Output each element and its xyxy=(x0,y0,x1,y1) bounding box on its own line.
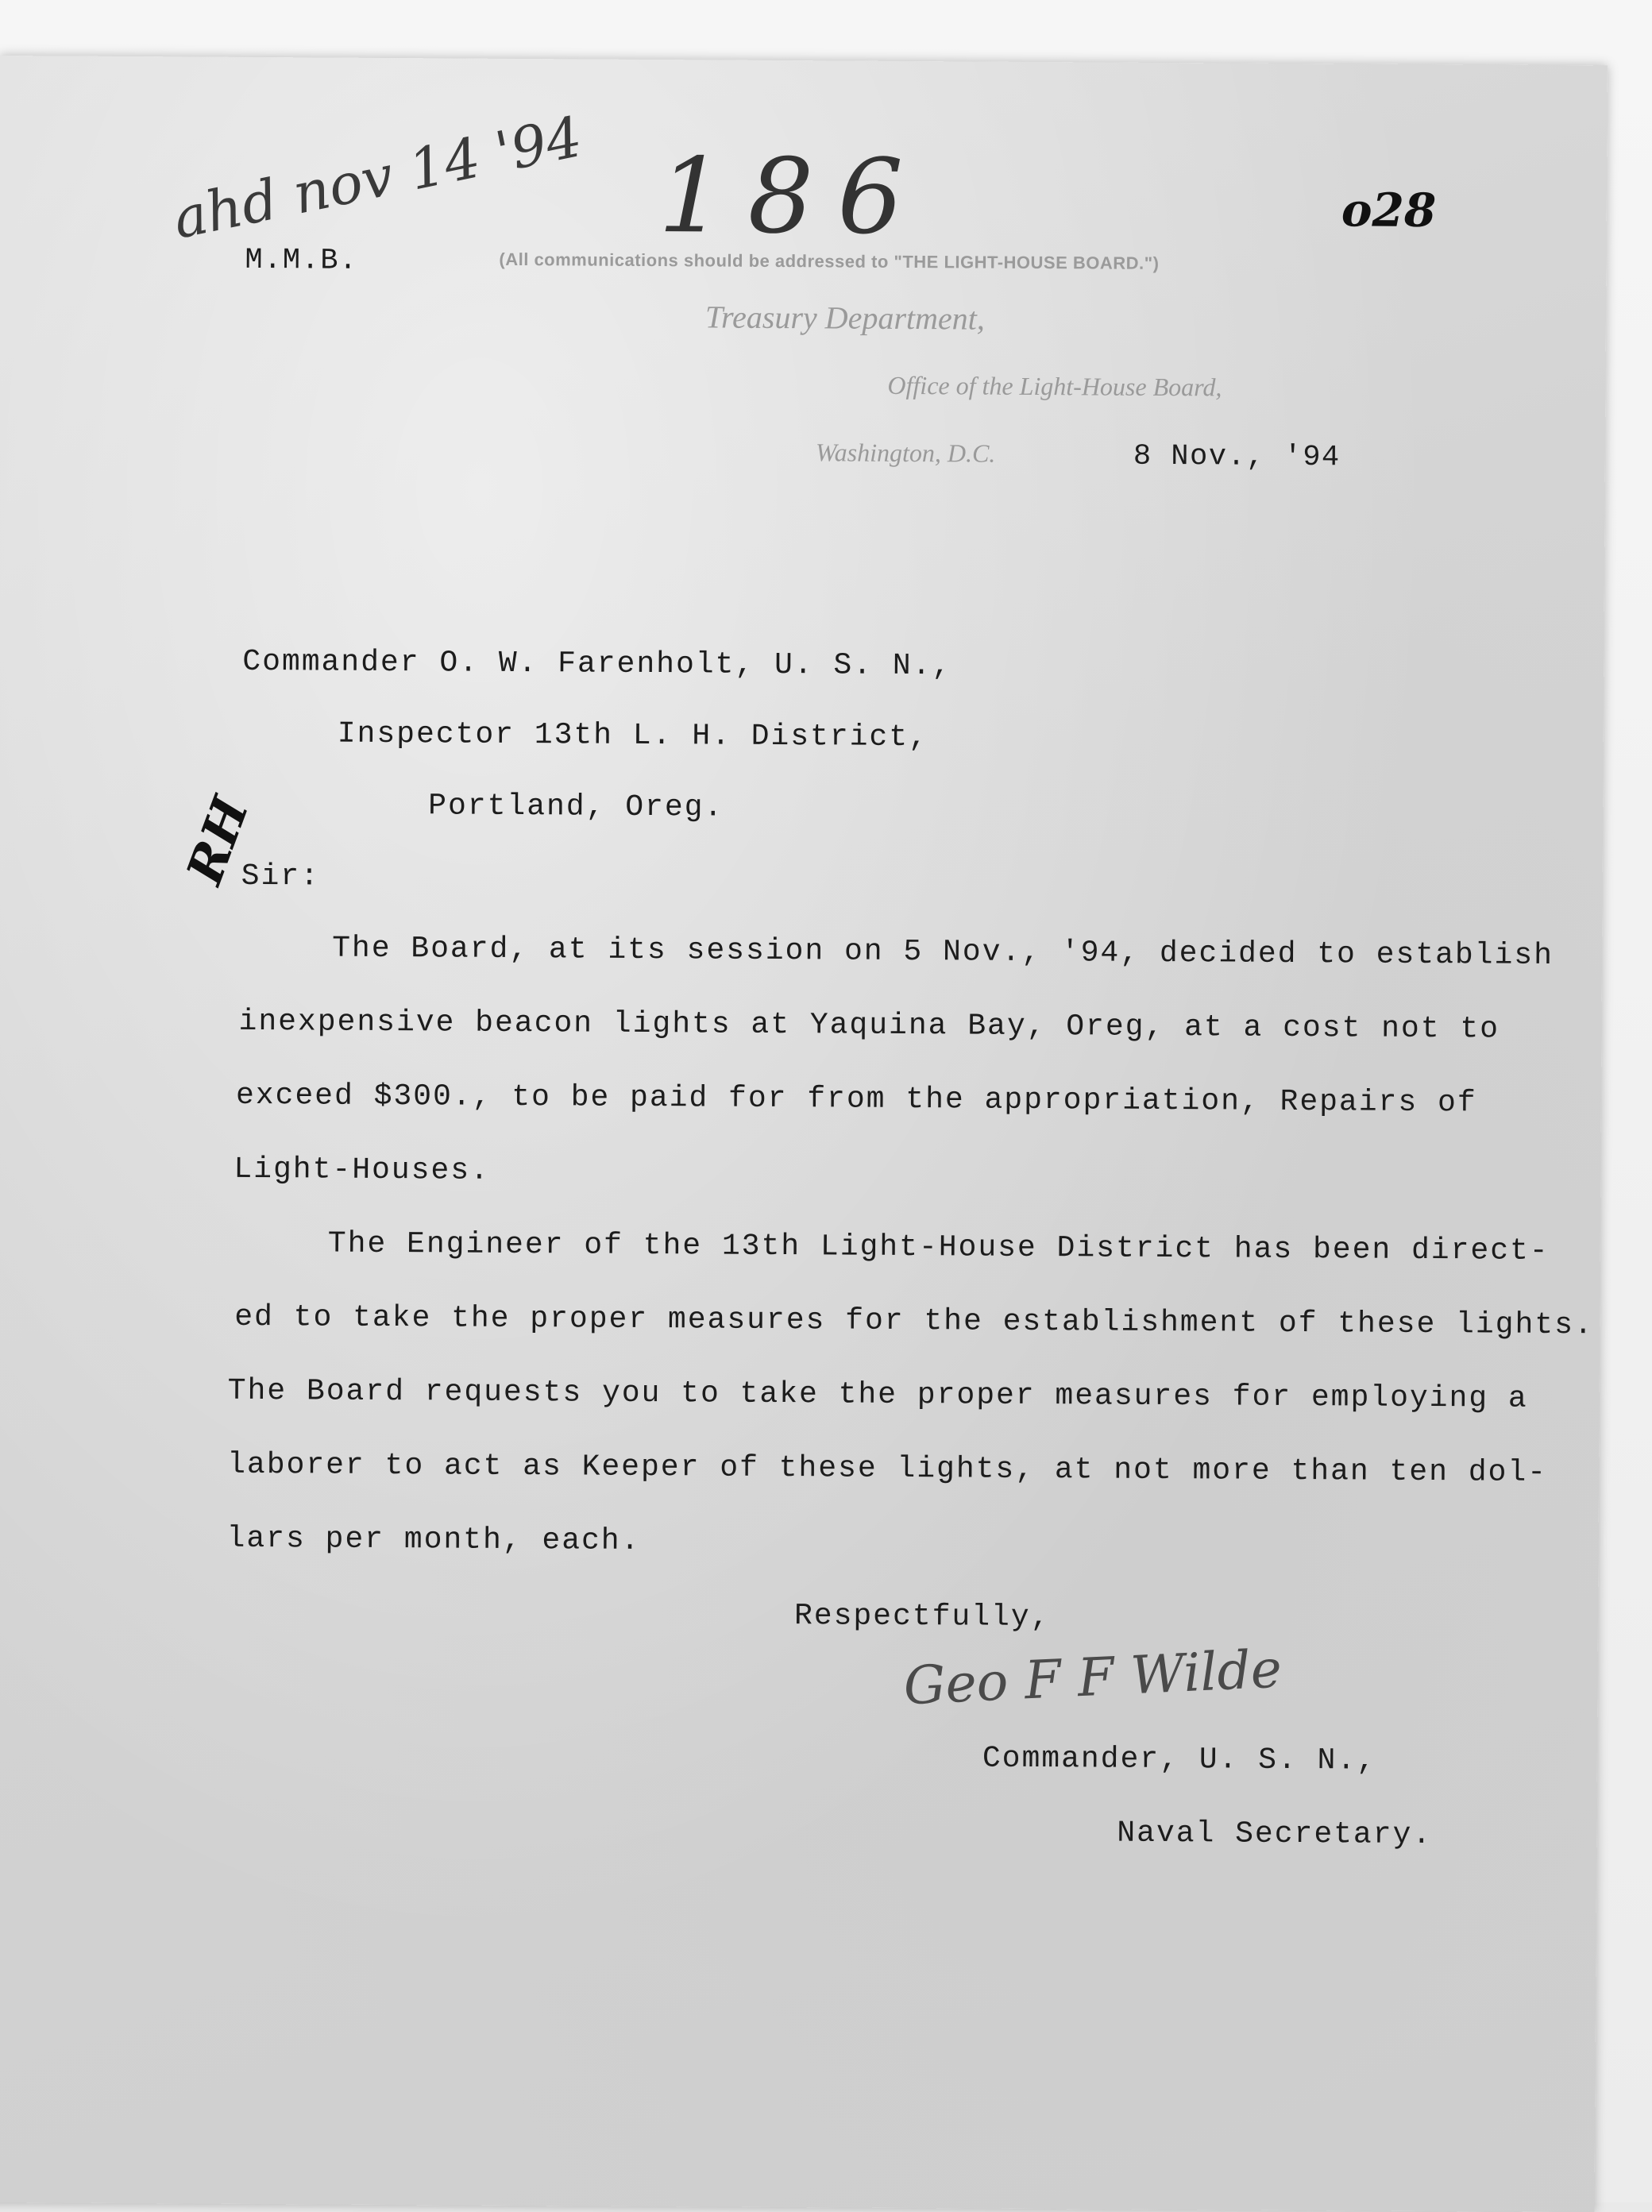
file-number: 186 xyxy=(658,135,928,258)
body-p1-line-2: inexpensive beacon lights at Yaquina Bay, Oreg, at a cost not to xyxy=(238,1004,1500,1047)
letter-date: 8 Nov., '94 xyxy=(1133,439,1341,475)
body-p1-line-3: exceed $300., to be paid for from the appropriation, Repairs of xyxy=(235,1078,1477,1121)
top-right-mark: o28 xyxy=(1341,183,1437,238)
body-p2-line-1: The Engineer of the 13th Light-House District has been direct- xyxy=(327,1226,1550,1268)
body-p2-line-5: lars per month, each. xyxy=(226,1521,641,1558)
letterhead-line-2: Treasury Department, xyxy=(704,299,985,337)
address-line-2: Inspector 13th L. H. District, xyxy=(337,716,929,755)
typist-initials: M.M.B. xyxy=(245,243,358,278)
address-line-1: Commander O. W. Farenholt, U. S. N., xyxy=(242,644,952,684)
letter-page xyxy=(0,56,1608,2212)
closing-title-2: Naval Secretary. xyxy=(1117,1816,1433,1853)
body-p2-line-3: The Board requests you to take the proper measures for employing a xyxy=(227,1373,1528,1416)
handwritten-note: ahd nov 14 '94 xyxy=(168,103,588,252)
letterhead-line-3: Office of the Light-House Board, xyxy=(887,370,1222,402)
closing-title-1: Commander, U. S. N., xyxy=(982,1741,1377,1778)
body-p2-line-4: laborer to act as Keeper of these lights, at not more than ten dol- xyxy=(227,1447,1548,1490)
letterhead-place: Washington, D.C. xyxy=(815,438,996,468)
address-line-3: Portland, Oreg. xyxy=(428,789,724,825)
salutation: Sir: xyxy=(241,859,321,894)
body-p1-line-4: Light-Houses. xyxy=(234,1152,491,1188)
letterhead-line-1: (All communications should be addressed to "THE LIGHT-HOUSE BOARD.") xyxy=(499,249,1160,273)
margin-initials: RH xyxy=(175,789,261,892)
signature: Geo F F Wilde xyxy=(902,1638,1283,1717)
body-p1-line-1: The Board, at its session on 5 Nov., '94, decided to establish xyxy=(332,931,1554,973)
closing-respectfully: Respectfully, xyxy=(793,1599,1051,1635)
body-p2-line-2: ed to take the proper measures for the establishment of these lights. xyxy=(234,1299,1594,1343)
